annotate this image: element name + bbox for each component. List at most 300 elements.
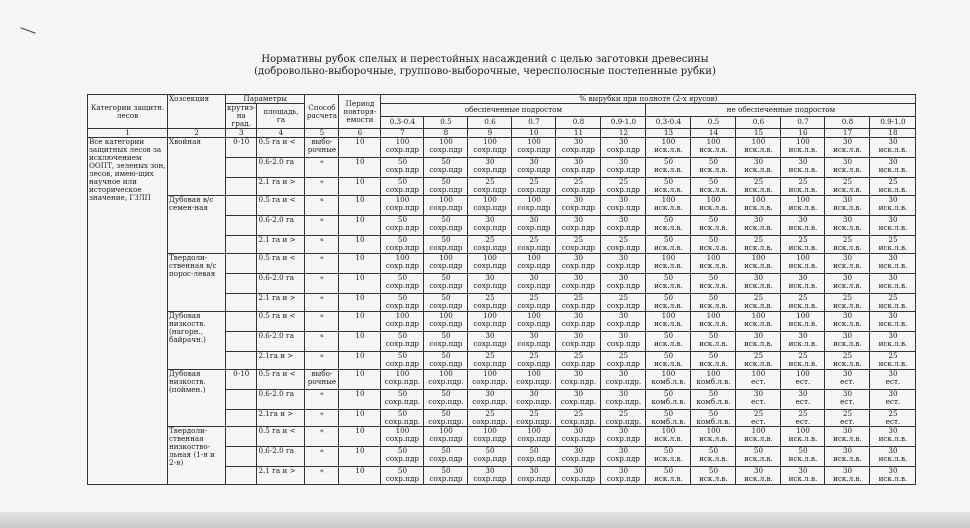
slope-cell bbox=[226, 274, 257, 294]
value-cell bbox=[781, 294, 825, 312]
cut-percent: 50 bbox=[708, 409, 719, 418]
regeneration-method: иск.л.в. bbox=[744, 203, 773, 212]
value-cell bbox=[381, 410, 424, 427]
slope-cell bbox=[226, 312, 257, 332]
cut-percent: 25 bbox=[618, 351, 629, 360]
cut-percent: 30 bbox=[573, 195, 584, 204]
regeneration-method: сохр.пдр bbox=[561, 243, 595, 252]
slope-cell bbox=[226, 447, 257, 467]
value-cell bbox=[468, 370, 512, 390]
cut-percent: 100 bbox=[706, 195, 721, 204]
period-cell: 10 bbox=[339, 236, 381, 254]
regeneration-method: сохр.пдр bbox=[561, 339, 595, 348]
regeneration-method: иск.л.в. bbox=[878, 185, 908, 194]
cut-percent: 100 bbox=[751, 369, 766, 378]
cut-percent: 30 bbox=[888, 426, 898, 435]
regeneration-method: иск.л.в. bbox=[878, 281, 908, 290]
value-cell bbox=[556, 447, 601, 467]
cut-percent: 50 bbox=[397, 466, 408, 475]
value-cell bbox=[381, 236, 424, 254]
value-cell bbox=[646, 410, 691, 427]
cut-percent: 100 bbox=[483, 311, 497, 320]
density-header: 0.5 bbox=[424, 116, 468, 129]
area-cell: 0.5 га и < bbox=[257, 370, 305, 390]
value-cell bbox=[512, 254, 556, 274]
cut-percent: 25 bbox=[888, 177, 898, 186]
value-cell bbox=[556, 294, 601, 312]
column-number: 13 bbox=[646, 129, 691, 138]
cut-percent: 25 bbox=[798, 235, 808, 244]
cut-percent: 50 bbox=[441, 215, 451, 224]
cut-percent: 100 bbox=[796, 369, 810, 378]
regeneration-method: иск.л.в. bbox=[744, 223, 773, 232]
regeneration-method: иск.л.в. bbox=[699, 454, 728, 463]
value-cell bbox=[646, 294, 691, 312]
regeneration-method: иск.л.в. bbox=[654, 434, 683, 443]
cut-percent: 30 bbox=[888, 389, 898, 398]
cut-percent: 25 bbox=[529, 177, 539, 186]
cut-percent: 100 bbox=[395, 195, 410, 204]
regeneration-method: иск.л.в. bbox=[699, 339, 728, 348]
value-cell bbox=[556, 138, 601, 158]
regeneration-method: иск.л.в. bbox=[699, 243, 728, 252]
regeneration-method: иск.л.в. bbox=[699, 223, 728, 232]
cut-percent: 50 bbox=[663, 446, 674, 455]
value-cell bbox=[646, 178, 691, 196]
value-cell bbox=[424, 352, 468, 370]
value-cell bbox=[556, 312, 601, 332]
cut-percent: 30 bbox=[842, 137, 853, 146]
value-cell bbox=[781, 312, 825, 332]
regeneration-method: иск.л.в. bbox=[788, 281, 818, 290]
value-cell bbox=[556, 236, 601, 254]
value-cell bbox=[825, 467, 870, 485]
cut-percent: 25 bbox=[798, 351, 808, 360]
cut-percent: 30 bbox=[618, 195, 629, 204]
value-cell bbox=[512, 370, 556, 390]
value-cell bbox=[601, 196, 646, 216]
regeneration-method: иск.л.в. bbox=[788, 359, 818, 368]
value-cell bbox=[825, 312, 870, 332]
regeneration-method: сохр.пдр bbox=[473, 145, 507, 154]
period-cell: 10 bbox=[339, 332, 381, 352]
cut-percent: 50 bbox=[708, 293, 719, 302]
cut-percent: 25 bbox=[618, 177, 629, 186]
regeneration-method: иск.л.в. bbox=[699, 145, 728, 154]
value-cell bbox=[601, 294, 646, 312]
regeneration-method: иск.л.в. bbox=[654, 454, 683, 463]
slope-cell bbox=[226, 254, 257, 274]
value-cell bbox=[870, 178, 916, 196]
cut-percent: 25 bbox=[529, 409, 539, 418]
regeneration-method: иск.л.в. bbox=[654, 281, 683, 290]
cut-percent: 30 bbox=[842, 253, 853, 262]
value-cell bbox=[468, 427, 512, 447]
regeneration-method: сохр.пдр bbox=[385, 145, 419, 154]
cut-percent: 30 bbox=[842, 331, 853, 340]
cut-percent: 30 bbox=[529, 466, 539, 475]
period-cell: 10 bbox=[339, 427, 381, 447]
regeneration-method: иск.л.в. bbox=[744, 281, 773, 290]
value-cell bbox=[512, 427, 556, 447]
cut-percent: 100 bbox=[483, 253, 497, 262]
cut-percent: 30 bbox=[842, 369, 853, 378]
method-cell: « bbox=[305, 274, 339, 294]
cut-percent: 50 bbox=[441, 409, 451, 418]
density-header: 0.6 bbox=[468, 116, 512, 129]
value-cell bbox=[646, 467, 691, 485]
area-cell: 2.1 га и > bbox=[257, 236, 305, 254]
cut-percent: 100 bbox=[439, 426, 453, 435]
regeneration-method: сохр.пдр bbox=[517, 203, 551, 212]
value-cell bbox=[781, 427, 825, 447]
period-cell: 10 bbox=[339, 370, 381, 390]
slope-cell bbox=[226, 427, 257, 447]
value-cell bbox=[781, 332, 825, 352]
density-header: 0.6 bbox=[736, 116, 781, 129]
value-cell bbox=[736, 390, 781, 410]
area-cell: 2.1га и > bbox=[257, 410, 305, 427]
value-cell bbox=[870, 410, 916, 427]
regeneration-method: иск.л.в. bbox=[833, 359, 862, 368]
cut-percent: 100 bbox=[527, 195, 541, 204]
cut-percent: 30 bbox=[618, 215, 629, 224]
regeneration-method: сохр.пдр bbox=[517, 359, 551, 368]
cut-percent: 50 bbox=[397, 331, 408, 340]
cut-percent: 50 bbox=[397, 177, 408, 186]
area-cell: 0.5 га и < bbox=[257, 254, 305, 274]
method-cell: « bbox=[305, 410, 339, 427]
regeneration-method: сохр.пдр bbox=[606, 243, 640, 252]
cut-percent: 100 bbox=[527, 137, 541, 146]
cut-percent: 50 bbox=[441, 273, 451, 282]
cut-percent: 50 bbox=[397, 409, 408, 418]
regeneration-method: сохр.пдр bbox=[385, 359, 419, 368]
value-cell bbox=[825, 274, 870, 294]
regeneration-method: иск.л.в. bbox=[833, 301, 862, 310]
cut-percent: 30 bbox=[529, 157, 539, 166]
regeneration-method: иск.л.в. bbox=[833, 454, 862, 463]
period-cell: 10 bbox=[339, 410, 381, 427]
value-cell bbox=[556, 390, 601, 410]
cut-percent: 30 bbox=[485, 215, 495, 224]
value-cell bbox=[870, 294, 916, 312]
value-cell bbox=[512, 158, 556, 178]
regeneration-method: сохр.пдр bbox=[473, 165, 507, 174]
section-cell: Твердоли-ственная низкоство-льная (1-я и 2-я) bbox=[168, 427, 226, 485]
cut-percent: 25 bbox=[798, 293, 808, 302]
value-cell bbox=[512, 352, 556, 370]
value-cell bbox=[870, 427, 916, 447]
value-cell bbox=[646, 158, 691, 178]
cut-percent: 25 bbox=[485, 293, 495, 302]
method-cell: « bbox=[305, 216, 339, 236]
cut-percent: 30 bbox=[485, 389, 495, 398]
regeneration-method: сохр.пдр bbox=[561, 319, 595, 328]
cut-percent: 100 bbox=[483, 369, 497, 378]
regeneration-method: иск.л.в. bbox=[654, 185, 683, 194]
cut-percent: 100 bbox=[706, 253, 721, 262]
cut-percent: 30 bbox=[573, 389, 584, 398]
value-cell bbox=[825, 294, 870, 312]
value-cell bbox=[512, 216, 556, 236]
regeneration-method: иск.л.в. bbox=[833, 434, 862, 443]
cut-percent: 50 bbox=[663, 235, 674, 244]
cut-percent: 30 bbox=[573, 137, 584, 146]
regeneration-method: иск.л.в. bbox=[788, 434, 818, 443]
cut-percent: 30 bbox=[573, 446, 584, 455]
cut-percent: 30 bbox=[888, 215, 898, 224]
slope-cell bbox=[226, 236, 257, 254]
value-cell bbox=[468, 390, 512, 410]
value-cell bbox=[781, 216, 825, 236]
area-cell: 2.1га и > bbox=[257, 352, 305, 370]
cut-percent: 30 bbox=[529, 273, 539, 282]
regeneration-method: комб.л.в. bbox=[651, 377, 686, 386]
column-number: 12 bbox=[601, 129, 646, 138]
regeneration-method: комб.л.в. bbox=[651, 397, 686, 406]
value-cell bbox=[781, 447, 825, 467]
cut-percent: 100 bbox=[439, 369, 453, 378]
regeneration-method: сохр.пдр bbox=[429, 434, 463, 443]
period-cell: 10 bbox=[339, 178, 381, 196]
value-cell bbox=[556, 427, 601, 447]
regeneration-method: сохр.пдр bbox=[473, 319, 507, 328]
regeneration-method: сохр.пдр bbox=[606, 474, 640, 483]
value-cell bbox=[601, 236, 646, 254]
cut-percent: 100 bbox=[483, 426, 497, 435]
regeneration-method: сохр.пдр. bbox=[516, 417, 552, 426]
cut-percent: 100 bbox=[751, 137, 766, 146]
method-cell: « bbox=[305, 447, 339, 467]
section-cell: Хвойная bbox=[168, 138, 226, 196]
regeneration-method: иск.л.в. bbox=[744, 145, 773, 154]
regeneration-method: ест. bbox=[751, 397, 766, 406]
value-cell bbox=[468, 410, 512, 427]
value-cell bbox=[424, 274, 468, 294]
value-cell bbox=[601, 332, 646, 352]
method-cell: « bbox=[305, 467, 339, 485]
value-cell bbox=[691, 410, 736, 427]
document-title bbox=[0, 54, 970, 78]
value-cell bbox=[468, 236, 512, 254]
table-row bbox=[88, 138, 916, 158]
value-cell bbox=[691, 294, 736, 312]
regeneration-method: иск.л.в. bbox=[654, 145, 683, 154]
cut-percent: 50 bbox=[708, 466, 719, 475]
cut-percent: 100 bbox=[751, 195, 766, 204]
regeneration-method: сохр.пдр. bbox=[472, 377, 508, 386]
value-cell bbox=[601, 216, 646, 236]
table-row bbox=[88, 312, 916, 332]
density-header: 0.9-1.0 bbox=[601, 116, 646, 129]
value-cell bbox=[646, 390, 691, 410]
cut-percent: 30 bbox=[753, 389, 764, 398]
slope-cell bbox=[226, 390, 257, 410]
cut-percent: 30 bbox=[888, 369, 898, 378]
regeneration-method: сохр.пдр bbox=[385, 319, 419, 328]
period-cell: 10 bbox=[339, 216, 381, 236]
value-cell bbox=[424, 332, 468, 352]
cut-percent: 30 bbox=[753, 466, 764, 475]
cut-percent: 50 bbox=[529, 446, 539, 455]
value-cell bbox=[424, 216, 468, 236]
value-cell bbox=[381, 196, 424, 216]
value-cell bbox=[381, 138, 424, 158]
value-cell bbox=[691, 332, 736, 352]
regeneration-method: сохр.пдр. bbox=[428, 377, 464, 386]
value-cell bbox=[781, 254, 825, 274]
value-cell bbox=[781, 138, 825, 158]
cut-percent: 30 bbox=[618, 311, 629, 320]
regeneration-method: иск.л.в. bbox=[833, 474, 862, 483]
value-cell bbox=[825, 196, 870, 216]
value-cell bbox=[556, 158, 601, 178]
cut-percent: 25 bbox=[842, 177, 853, 186]
value-cell bbox=[870, 216, 916, 236]
value-cell bbox=[781, 352, 825, 370]
cut-percent: 30 bbox=[888, 195, 898, 204]
value-cell bbox=[870, 254, 916, 274]
header-section: Хозсекция bbox=[168, 95, 226, 129]
regeneration-method: сохр.пдр. bbox=[428, 417, 464, 426]
value-cell bbox=[691, 352, 736, 370]
value-cell bbox=[736, 312, 781, 332]
slope-cell bbox=[226, 294, 257, 312]
regeneration-method: сохр.пдр bbox=[561, 281, 595, 290]
regeneration-method: сохр.пдр bbox=[385, 203, 419, 212]
regeneration-method: иск.л.в. bbox=[788, 243, 818, 252]
regeneration-method: сохр.пдр. bbox=[516, 397, 552, 406]
value-cell bbox=[424, 196, 468, 216]
regeneration-method: сохр.пдр bbox=[606, 434, 640, 443]
cut-percent: 100 bbox=[796, 195, 810, 204]
regeneration-method: сохр.пдр bbox=[385, 243, 419, 252]
regeneration-method: иск.л.в. bbox=[699, 474, 728, 483]
value-cell bbox=[601, 410, 646, 427]
cut-percent: 50 bbox=[441, 351, 451, 360]
cut-percent: 50 bbox=[708, 446, 719, 455]
regeneration-method: сохр.пдр bbox=[606, 359, 640, 368]
regeneration-method: сохр.пдр bbox=[429, 261, 463, 270]
cut-percent: 25 bbox=[798, 409, 808, 418]
cut-percent: 25 bbox=[573, 293, 584, 302]
value-cell bbox=[825, 427, 870, 447]
cut-percent: 30 bbox=[842, 215, 853, 224]
regeneration-method: сохр.пдр bbox=[517, 319, 551, 328]
value-cell bbox=[825, 178, 870, 196]
cut-percent: 100 bbox=[439, 253, 453, 262]
cut-percent: 25 bbox=[888, 235, 898, 244]
area-cell: 2.1 га и > bbox=[257, 467, 305, 485]
value-cell bbox=[556, 332, 601, 352]
cut-percent: 30 bbox=[485, 157, 495, 166]
period-cell: 10 bbox=[339, 138, 381, 158]
value-cell bbox=[691, 196, 736, 216]
cut-percent: 30 bbox=[573, 331, 584, 340]
value-cell bbox=[381, 158, 424, 178]
cut-percent: 100 bbox=[706, 311, 721, 320]
cut-percent: 30 bbox=[529, 331, 539, 340]
value-cell bbox=[736, 254, 781, 274]
regeneration-method: сохр.пдр bbox=[606, 319, 640, 328]
cut-percent: 50 bbox=[708, 273, 719, 282]
regeneration-method: сохр.пдр bbox=[429, 301, 463, 310]
regeneration-method: иск.л.в. bbox=[788, 454, 818, 463]
value-cell bbox=[556, 196, 601, 216]
header-area: площадь, га bbox=[257, 104, 305, 129]
value-cell bbox=[601, 178, 646, 196]
cut-percent: 25 bbox=[753, 351, 764, 360]
value-cell bbox=[424, 447, 468, 467]
method-cell: « bbox=[305, 390, 339, 410]
value-cell bbox=[781, 370, 825, 390]
cut-percent: 100 bbox=[751, 426, 766, 435]
regeneration-method: сохр.пдр bbox=[473, 203, 507, 212]
regeneration-method: иск.л.в. bbox=[878, 434, 908, 443]
cut-percent: 25 bbox=[573, 177, 584, 186]
cut-percent: 50 bbox=[397, 351, 408, 360]
value-cell bbox=[646, 332, 691, 352]
regeneration-method: комб.л.в. bbox=[696, 377, 731, 386]
section-cell: Твердоли-ственная в/с порос-левая bbox=[168, 254, 226, 312]
value-cell bbox=[556, 410, 601, 427]
value-cell bbox=[468, 467, 512, 485]
regeneration-method: сохр.пдр bbox=[385, 339, 419, 348]
value-cell bbox=[691, 390, 736, 410]
method-cell: « bbox=[305, 312, 339, 332]
area-cell: 0.6-2.0 га bbox=[257, 390, 305, 410]
density-header: 0.7 bbox=[512, 116, 556, 129]
regeneration-method: сохр.пдр bbox=[429, 145, 463, 154]
cut-percent: 25 bbox=[888, 409, 898, 418]
cut-percent: 25 bbox=[753, 293, 764, 302]
value-cell bbox=[736, 158, 781, 178]
method-cell: « bbox=[305, 294, 339, 312]
column-number: 4 bbox=[257, 129, 305, 138]
value-cell bbox=[424, 254, 468, 274]
regeneration-method: ест. bbox=[795, 397, 811, 406]
cut-percent: 50 bbox=[663, 351, 674, 360]
value-cell bbox=[646, 236, 691, 254]
value-cell bbox=[468, 294, 512, 312]
value-cell bbox=[381, 332, 424, 352]
density-header: 0.3-0.4 bbox=[646, 116, 691, 129]
cut-percent: 50 bbox=[397, 389, 408, 398]
cut-percent: 50 bbox=[441, 157, 451, 166]
value-cell bbox=[870, 447, 916, 467]
value-cell bbox=[381, 312, 424, 332]
cut-percent: 30 bbox=[573, 369, 584, 378]
value-cell bbox=[601, 447, 646, 467]
cut-percent: 30 bbox=[842, 273, 853, 282]
regeneration-method: иск.л.в. bbox=[699, 301, 728, 310]
period-cell: 10 bbox=[339, 196, 381, 216]
value-cell bbox=[870, 390, 916, 410]
value-cell bbox=[601, 254, 646, 274]
value-cell bbox=[468, 312, 512, 332]
cut-percent: 25 bbox=[618, 235, 629, 244]
regeneration-method: иск.л.в. bbox=[878, 339, 908, 348]
cut-percent: 25 bbox=[753, 235, 764, 244]
value-cell bbox=[601, 352, 646, 370]
cut-percent: 100 bbox=[796, 311, 810, 320]
regeneration-method: иск.л.в. bbox=[699, 319, 728, 328]
regeneration-method: иск.л.в. bbox=[699, 203, 728, 212]
value-cell bbox=[512, 447, 556, 467]
regeneration-method: сохр.пдр bbox=[385, 474, 419, 483]
regeneration-method: иск.л.в. bbox=[654, 165, 683, 174]
